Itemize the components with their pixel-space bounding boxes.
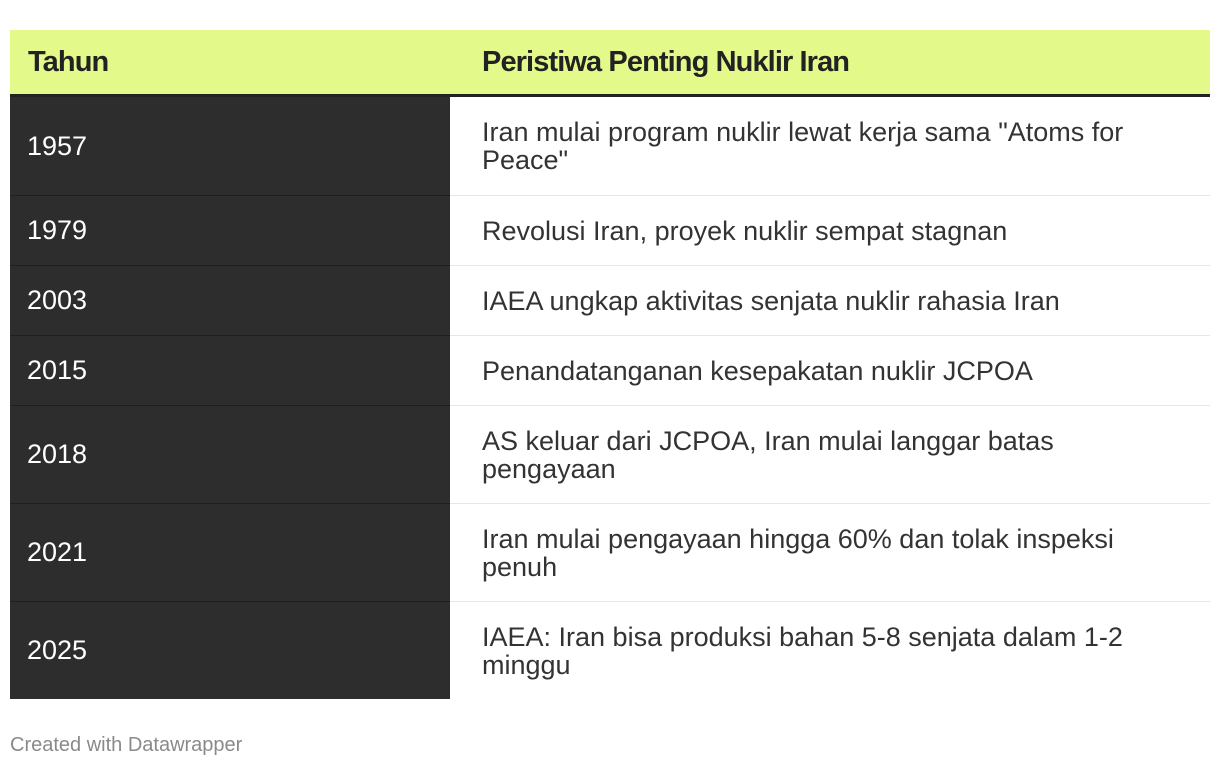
nuclear-timeline-table xyxy=(10,30,1210,699)
year-cell: 2003 xyxy=(10,265,450,335)
year-cell: 2021 xyxy=(10,503,450,601)
table-row xyxy=(10,97,1210,195)
column-header-event: Peristiwa Penting Nuklir Iran xyxy=(482,45,850,78)
table-row xyxy=(10,405,1210,503)
year-cell: 2018 xyxy=(10,405,450,503)
event-cell: AS keluar dari JCPOA, Iran mulai langgar batas pengayaan xyxy=(450,405,1210,503)
year-cell: 1957 xyxy=(10,97,450,195)
year-cell: 1979 xyxy=(10,195,450,265)
event-cell: IAEA ungkap aktivitas senjata nuklir rahasia Iran xyxy=(450,265,1210,335)
table-header-row xyxy=(10,30,1210,97)
event-cell: Revolusi Iran, proyek nuklir sempat stagnan xyxy=(450,195,1210,265)
event-cell: Iran mulai pengayaan hingga 60% dan tolak inspeksi penuh xyxy=(450,503,1210,601)
event-cell: Iran mulai program nuklir lewat kerja sama "Atoms for Peace" xyxy=(450,97,1210,195)
event-cell: IAEA: Iran bisa produksi bahan 5-8 senjata dalam 1-2 minggu xyxy=(450,601,1210,699)
table-row xyxy=(10,335,1210,405)
table-row xyxy=(10,503,1210,601)
datawrapper-credit: Created with Datawrapper xyxy=(10,734,243,756)
table-row xyxy=(10,195,1210,265)
year-cell: 2015 xyxy=(10,335,450,405)
year-cell: 2025 xyxy=(10,601,450,699)
event-cell: Penandatanganan kesepakatan nuklir JCPOA xyxy=(450,335,1210,405)
table-row xyxy=(10,265,1210,335)
table-row xyxy=(10,601,1210,699)
column-header-year: Tahun xyxy=(28,45,109,78)
